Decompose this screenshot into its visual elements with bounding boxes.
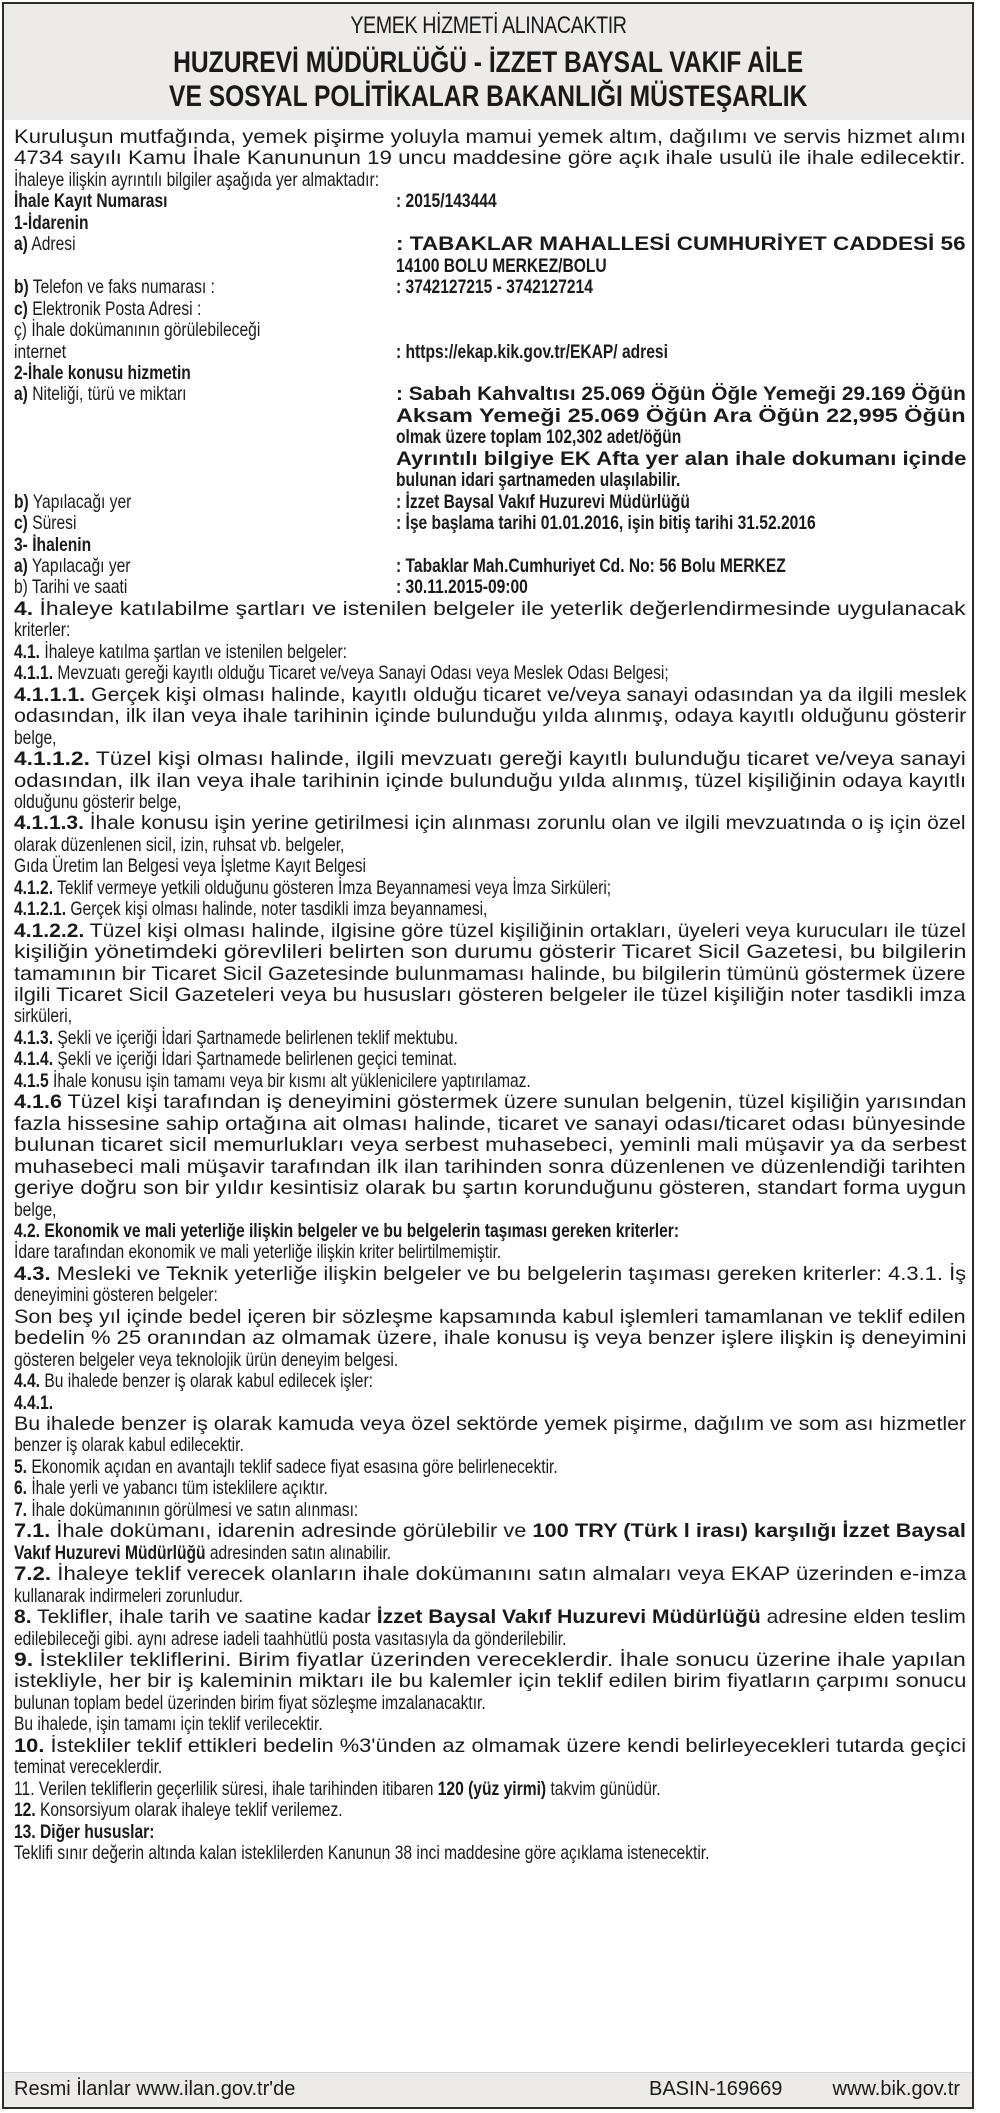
service-quantity-row (14, 383, 966, 405)
clause-emphasis: İzzet Baysal Vakıf Huzurevi Müdürlüğü (376, 1606, 761, 1629)
clause-number: 4.1.3. (14, 1026, 54, 1049)
address-value: : TABAKLAR MAHALLESİ CUMHURİYET CADDESİ 56 (396, 233, 966, 256)
clause-text (14, 727, 57, 749)
clause-text (14, 1735, 966, 1757)
clause-body: muhasebeci mali müşavir tarafından ilk ilan tarihinden sonra düzenlenen ve düzenlendiği tarihten (14, 1155, 966, 1178)
clause-line (14, 727, 966, 749)
clause-body: olduğunu gösterir belge, (14, 790, 182, 813)
service-location-row-label (14, 491, 131, 513)
clause-line (14, 877, 966, 899)
clause-line (14, 641, 966, 663)
clause-text (14, 619, 70, 641)
clause-line (14, 1005, 966, 1027)
tender-datetime-row-value: : 30.11.2015-09:00 (396, 576, 528, 599)
intro-line (14, 126, 966, 148)
clause-line (14, 1349, 966, 1371)
clause-line (14, 1070, 966, 1092)
clause-text (14, 1670, 966, 1692)
clause-body: bedelin % 25 oranından az olmamak üzere, ihale konusu iş veya benzer işlere ilişkin iş deneyimini (14, 1327, 967, 1350)
clause-line (14, 855, 966, 877)
service-quantity-value (14, 426, 966, 448)
clause-text (14, 705, 966, 727)
clause-line (14, 1370, 966, 1392)
phone-fax-row-label-part: Telefon ve faks numarası : (28, 276, 215, 299)
section-3-heading-label (14, 534, 91, 556)
service-duration-row-label-part: Süresi (27, 512, 77, 535)
clause-number: 4.4.1. (14, 1391, 54, 1414)
clause-line (14, 1327, 966, 1349)
clause-number: 4. (14, 597, 34, 620)
clause-line (14, 1263, 966, 1285)
phone-fax-row (14, 276, 966, 298)
clause-body: İhale yerli ve yabancı tüm isteklilere açıktır. (27, 1477, 328, 1500)
clause-line (14, 1713, 966, 1735)
address-value-line2 (14, 255, 966, 277)
clause-body: Gerçek kişi olması halinde, noter tasdikli imza beyannamesi, (66, 898, 488, 921)
clause-body: kriterler: (14, 619, 71, 642)
service-quantity-value: Aksam Yemeği 25.069 Öğün Ara Öğün 22,995 Öğün (396, 404, 966, 427)
clause-line (14, 598, 966, 620)
clause-text (14, 1263, 966, 1285)
clause-line (14, 1756, 966, 1778)
address-value-line2: 14100 BOLU MERKEZ/BOLU (396, 254, 607, 277)
clause-line (14, 920, 966, 942)
clause-line (14, 984, 966, 1006)
clause-number: 4.1.1.3. (14, 812, 84, 835)
clause-number: 12. (14, 1799, 36, 1822)
tender-registration-number-label (14, 190, 167, 212)
clause-number: 4.1.1.1. (14, 683, 86, 706)
tender-location-row-label-part: Yapılacağı yer (27, 555, 131, 577)
clause-body: edilebileceği gibi. aynı adrese iadeli taahhütlü posta vasıtasıyla da gönderilebilir. (14, 1627, 567, 1650)
clause-number: 4.1.2. (14, 876, 54, 899)
clause-body: teminat vereceklerdir. (14, 1756, 163, 1779)
clause-text (14, 1520, 966, 1542)
service-duration-row-value: : İşe başlama tarihi 01.01.2016, işin bitiş tarihi 31.52.2016 (396, 512, 816, 535)
clause-line (14, 770, 966, 792)
clause-text (14, 662, 669, 684)
clause-text (14, 1628, 566, 1650)
clause-body: Bu ihalede benzer iş olarak kabul edilecek işler: (40, 1370, 374, 1393)
address-row-label (14, 233, 76, 255)
clause-text (14, 1842, 709, 1864)
clause-text (14, 984, 965, 1006)
clause-line (14, 705, 966, 727)
clause-body: Ekonomik açıdan en avantajlı teklif sadece fiyat esasına göre belirlenecektir. (27, 1455, 558, 1478)
clause-text (14, 1756, 162, 1778)
clause-line (14, 1585, 966, 1607)
section-1-heading (14, 212, 966, 234)
clause-line (14, 1821, 966, 1843)
clause-text (14, 1692, 486, 1714)
clause-text (14, 1177, 966, 1199)
section-2-heading-label (14, 362, 191, 384)
clause-line (14, 1842, 966, 1864)
service-location-row-label-part: b) (14, 490, 29, 513)
clause-text (14, 1005, 72, 1027)
clause-body: Teklifi sınır değerin altında kalan isteklilerden Kanunun 38 inci maddesine göre açıklama istenecektir. (14, 1842, 710, 1864)
service-quantity-row-label-part: a) (14, 383, 28, 406)
clause-number: 7. (14, 1498, 28, 1521)
clause-text (14, 1499, 358, 1521)
document-url-row-label (14, 341, 66, 363)
clause-text (14, 1327, 967, 1349)
intro-line (14, 147, 966, 169)
announcement-footer (4, 2072, 972, 2107)
tender-location-row (14, 555, 966, 577)
address-row-label-part: a) (14, 233, 28, 256)
section-3-heading (14, 534, 966, 556)
clause-number: 7.1. (14, 1520, 51, 1543)
clause-text (14, 834, 344, 856)
clause-line (14, 834, 966, 856)
announcement-title-line2: VE SOSYAL POLİTİKALAR BAKANLIĞI MÜSTEŞARLIK (168, 80, 808, 113)
clause-text (14, 1199, 57, 1221)
clause-body: benzer iş olarak kabul edilecektir. (14, 1434, 244, 1457)
footer-source-link[interactable]: Resmi İlanlar www.ilan.gov.tr'de (14, 2078, 296, 2100)
clause-body: 11. Verilen tekliflerin geçerlilik süresi, ihale tarihinden itibaren (14, 1777, 438, 1800)
clause-number: Vakıf Huzurevi Müdürlüğü (14, 1541, 206, 1564)
clause-number: 10. (14, 1734, 45, 1757)
service-quantity-value: Ayrıntılı bilgiye EK Afta yer alan ihale dokumanı içinde (396, 447, 967, 470)
clause-text (14, 1156, 966, 1178)
footer-press-code: BASIN-169669 (649, 2078, 783, 2100)
clause-line (14, 1499, 966, 1521)
clause-text (14, 941, 966, 963)
clause-text (14, 1134, 966, 1156)
clause-line (14, 1306, 966, 1328)
clause-text (14, 1392, 53, 1414)
phone-fax-row-label (14, 276, 215, 298)
clause-text (14, 1070, 531, 1092)
announcement-header (4, 4, 972, 120)
clause-number: 4.1.4. (14, 1048, 54, 1071)
phone-fax-row-value: : 3742127215 - 3742127214 (396, 276, 593, 299)
service-location-row (14, 491, 966, 513)
clause-line (14, 812, 966, 834)
clause-line (14, 1134, 966, 1156)
clause-line (14, 1606, 966, 1628)
clause-text (14, 1778, 661, 1800)
service-quantity-row-label-part: Niteliği, türü ve miktarı (27, 383, 187, 406)
clause-body: İhaleye katılma şartlan ve istenilen belgeler: (40, 640, 348, 663)
clause-body: İhale dokümanı, idarenin adresinde görülebilir ve (50, 1520, 533, 1543)
clause-body: Tüzel kişi tarafından iş deneyimini göstermek üzere sunulan belgenin, tüzel kişiliğin yarısından (61, 1091, 967, 1114)
clause-text (14, 1306, 966, 1328)
clause-number: 4.1.6 (14, 1091, 62, 1114)
clause-body: Teklif vermeye yetkili olduğunu gösteren İmza Beyannamesi veya İmza Sirküleri; (53, 876, 612, 899)
clause-text (14, 791, 181, 813)
clause-number: 4.3. (14, 1262, 51, 1285)
clause-text (14, 684, 967, 706)
clause-text (14, 1349, 398, 1371)
document-url-row-value: : https://ekap.kik.gov.tr/EKAP/ adresi (396, 340, 668, 363)
clause-line (14, 1649, 966, 1671)
clause-body: Gıda Üretim lan Belgesi veya İşletme Kayıt Belgesi (14, 855, 367, 878)
clause-text (14, 1542, 391, 1564)
section-1-heading-label (14, 212, 89, 234)
clause-line (14, 1241, 966, 1263)
clause-number: 4.1. (14, 640, 41, 663)
clause-line (14, 1392, 966, 1414)
clause-text (14, 770, 966, 792)
intro-text: 4734 sayılı Kamu İhale Kanununun 19 uncu maddesine göre açık ihale usulü ile ihale edilecektir. (14, 147, 966, 170)
clause-number: 4.1.2.1. (14, 898, 67, 921)
clause-body: tamamının bir Ticaret Sicil Gazetesinde bulunmaması halinde, bu bilgilerin tümünü göstermek üzere (14, 962, 966, 985)
clause-body: Konsorsiyum olarak ihaleye teklif verilemez. (35, 1799, 343, 1822)
section-2-heading-label-part: 2-İhale konusu hizmetin (14, 361, 191, 384)
clause-line (14, 1735, 966, 1757)
address-row (14, 233, 966, 255)
clause-line (14, 1027, 966, 1049)
clause-body: kişiliğin yönetimdeki görevlileri belirten son durumu gösterir Ticaret Sicil Gazetesi, bu bilgilerin (14, 941, 967, 964)
clause-body: Mesleki ve Teknik yeterliğe ilişkin belgeler ve bu belgelerin taşıması gereken kriterler: 4.3.1. İş (50, 1262, 967, 1285)
clause-body: Şekli ve içeriği İdari Şartnamede belirlenen geçici teminat. (53, 1048, 458, 1071)
clause-body: bulunan ticaret sicil memurlukları veya serbest muhasebeci, yeminli mali müşavir ya da serbest (14, 1134, 967, 1157)
clause-number: 4.4. (14, 1370, 41, 1393)
clause-body: Bu ihalede, işin tamamı için teklif verilecektir. (14, 1713, 323, 1736)
clause-line (14, 1156, 966, 1178)
document-url-row (14, 341, 966, 363)
clause-text (14, 1027, 458, 1049)
clause-line (14, 1520, 966, 1542)
clause-text (14, 1434, 244, 1456)
clause-text (14, 1220, 679, 1242)
section-1-heading-label-part: 1-İdarenin (14, 211, 89, 234)
clause-body-tail: adresine elden teslim (760, 1606, 966, 1629)
service-quantity-value: : Sabah Kahvaltısı 25.069 Öğün Öğle Yemeği 29.169 Öğün (396, 383, 966, 406)
email-row (14, 298, 966, 320)
clause-text (14, 1241, 501, 1263)
tender-announcement (2, 2, 974, 2109)
clause-number: 4.1.1. (14, 662, 54, 685)
service-location-row-value: : İzzet Baysal Vakıf Huzurevi Müdürlüğü (396, 490, 690, 513)
clause-text (14, 1113, 966, 1135)
clause-body: İhaleye teklif verecek olanların ihale dokümanını satın almaları veya EKAP üzerinden e-imza (51, 1563, 967, 1586)
clause-body: İhaleye katılabilme şartları ve istenilen belgeler ile yeterlik değerlendirmesinde uygulanacak (33, 597, 966, 620)
clause-body: deneyimini gösteren belgeler: (14, 1284, 218, 1307)
clause-body: adresinden satın alınabilir. (205, 1541, 392, 1564)
clause-body: İstekliler teklif ettikleri bedelin %3'ünden az olmamak üzere kendi belirleyecekleri tutarda geçici (44, 1734, 967, 1757)
clause-line (14, 1048, 966, 1070)
clause-body: fazla hissesine sahip ortağına ait olması halinde, ticaret ve sanayi odası/ticaret odası bünyesinde (14, 1112, 966, 1135)
clause-body: bulunan toplam bedel üzerinden birim fiyat sözleşme imzalanacaktır. (14, 1691, 486, 1714)
document-url-label (14, 319, 966, 341)
service-location-row-label-part: Yapılacağı yer (28, 490, 132, 513)
intro-text: Kuruluşun mutfağında, yemek pişirme yoluyla mamui yemek altım, dağılımı ve servis hizmet alımı (14, 126, 966, 148)
intro-line (14, 169, 966, 191)
clause-body: Tüzel kişi olması halinde, ilgili mevzuatı gereği kayıtlı bulunduğu ticaret ve/veya sanayi (89, 748, 966, 771)
clause-line (14, 1563, 966, 1585)
clause-body: Bu ihalede benzer iş olarak kamuda veya özel sektörde yemek pişirme, dağılım ve som ası hizmetler (14, 1413, 967, 1435)
section-2-heading (14, 362, 966, 384)
clause-body: belge, (14, 1198, 57, 1221)
clause-line (14, 684, 966, 706)
clause-number: 4.1.2.2. (14, 919, 85, 942)
clause-body: İstekliler tekliflerini. Birim fiyatlar üzerinden vereceklerdir. İhale sonucu üzerine ihale yapılan (33, 1648, 966, 1671)
tender-location-row-label-part: a) (14, 555, 28, 577)
clause-body: Son beş yıl içinde bedel içeren bir sözleşme kapsamında kabul işlemleri tamamlanan ve teklif edilen (14, 1305, 966, 1328)
clause-emphasis: 100 TRY (Türk l irası) karşılığı İzzet Baysal (532, 1520, 966, 1543)
phone-fax-row-label-part: b) (14, 276, 29, 299)
clause-body: Teklifler, ihale tarih ve saatine kadar (31, 1606, 377, 1629)
clause-text (14, 641, 347, 663)
service-duration-row (14, 512, 966, 534)
service-quantity-value (14, 448, 966, 470)
clause-text (14, 1413, 966, 1435)
announcement-title-line1: HUZUREVİ MÜDÜRLÜĞÜ - İZZET BAYSAL VAKIF AİLE (172, 46, 804, 79)
clause-number: 8. (14, 1606, 32, 1629)
clause-text (14, 920, 966, 942)
clause-body: İhale konusu işin yerine getirilmesi için alınması zorunlu olan ve ilgili mevzuatında o iş için özel (83, 812, 966, 835)
clause-line (14, 1199, 966, 1221)
footer-website-link[interactable]: www.bik.gov.tr (832, 2078, 960, 2100)
clause-line (14, 1628, 966, 1650)
clause-text (14, 1563, 966, 1585)
intro-text: İhaleye ilişkin ayrıntılı bilgiler aşağıda yer almaktadır: (14, 168, 380, 191)
document-url-row-label-part: internet (14, 340, 67, 363)
service-quantity-value (14, 405, 966, 427)
email-row-label-part: Elektronik Posta Adresi : (27, 297, 202, 320)
clause-body: İhale dokümanının görülmesi ve satın alınması: (27, 1498, 359, 1521)
clause-text (14, 963, 966, 985)
clause-text (14, 898, 487, 920)
clause-text (14, 1585, 243, 1607)
clause-number: 4.1.1.2. (14, 748, 90, 771)
document-url-label-label (14, 319, 260, 341)
clause-line (14, 791, 966, 813)
clause-body: odasından, ilk ilan veya ihale tarihinin içinde bulunduğu yılda alınmış, odaya kayıtlı olduğunu gösterir (14, 705, 967, 728)
clause-text (14, 1456, 558, 1478)
service-duration-row-label (14, 512, 76, 534)
clause-line (14, 1177, 966, 1199)
clause-number: 4.1.5 (14, 1069, 49, 1092)
clause-number: 5. (14, 1455, 28, 1478)
clause-line (14, 1670, 966, 1692)
clause-body: Tüzel kişi olması halinde, ilgisine göre tüzel kişiliğinin ortakları, üyeleri veya kurucuları ile tüzel (84, 919, 966, 942)
clause-line (14, 1456, 966, 1478)
clause-text (14, 598, 966, 620)
clause-body: odasından, ilk ilan veya ihale tarihinin içinde bulunduğu yılda alınmış, tüzel kişiliğinin odaya kayıtlı (14, 769, 967, 792)
clause-line (14, 1091, 966, 1113)
clause-text (14, 1606, 966, 1628)
tender-location-row-label (14, 555, 131, 577)
clause-body: belge, (14, 726, 57, 749)
clause-text (14, 1370, 373, 1392)
tender-datetime-row-label-part: b) Tarihi ve saati (14, 576, 128, 599)
clause-body: sirküleri, (14, 1005, 73, 1028)
clause-line (14, 1692, 966, 1714)
clause-text (14, 1048, 457, 1070)
clause-body: ilgili Ticaret Sicil Gazeteleri veya bu hususları gösteren belgeler ile tüzel kişiliğin noter tasdikli imza (14, 984, 966, 1006)
email-row-label (14, 298, 201, 320)
clause-line (14, 1220, 966, 1242)
clause-line (14, 898, 966, 920)
clause-body: kullanarak indirmeleri zorunludur. (14, 1584, 243, 1607)
clause-number: 9. (14, 1648, 34, 1671)
clause-line (14, 1542, 966, 1564)
section-3-heading-label-part: 3- İhalenin (14, 533, 92, 556)
clause-body: Gerçek kişi olması halinde, kayıtlı olduğu ticaret ve/veya sanayi odasından ya da ilgili meslek (85, 683, 967, 706)
service-quantity-value: olmak üzere toplam 102,302 adet/öğün (396, 426, 682, 449)
clause-line (14, 1778, 966, 1800)
clause-text (14, 748, 966, 770)
clause-number: 7.2. (14, 1563, 52, 1586)
clause-body: istekliyle, her bir iş kaleminin miktarı ile bu kalemler için teklif edilen birim fiyatların çarpımı sonucu (14, 1670, 967, 1693)
clause-body-tail: takvim günüdür. (546, 1777, 661, 1800)
clause-number: 4.2. Ekonomik ve mali yeterliğe ilişkin belgeler ve bu belgelerin taşıması gereken kriterler: (14, 1219, 680, 1242)
clause-text (14, 1799, 343, 1821)
clause-text (14, 1284, 218, 1306)
tender-registration-number-label-part: İhale Kayıt Numarası (14, 190, 168, 213)
clause-line (14, 1799, 966, 1821)
clause-line (14, 619, 966, 641)
clause-text (14, 1477, 328, 1499)
clause-emphasis: 120 (yüz yirmi) (437, 1777, 547, 1800)
clause-line (14, 1477, 966, 1499)
announcement-subtitle: YEMEK HİZMETİ ALINACAKTIR (349, 12, 627, 39)
clause-line (14, 662, 966, 684)
tender-datetime-row-label (14, 576, 127, 598)
clause-body: İhale konusu işin tamamı veya bir kısmı alt yüklenicilere yaptırılamaz. (48, 1069, 531, 1092)
clause-text (14, 855, 366, 877)
document-url-label-label-part: ç) İhale dokümanının görülebileceği (14, 319, 261, 342)
clause-number: 6. (14, 1477, 28, 1500)
clause-body: İdare tarafından ekonomik ve mali yeterliğe ilişkin kriter belirtilmemiştir. (14, 1241, 502, 1264)
tender-datetime-row (14, 576, 966, 598)
clause-line (14, 748, 966, 770)
clause-text (14, 1091, 966, 1113)
clause-line (14, 941, 966, 963)
clause-text (14, 877, 611, 899)
clause-text (14, 1821, 154, 1843)
clause-body: olarak düzenlenen sicil, izin, ruhsat vb. belgeler, (14, 833, 345, 856)
clause-line (14, 1434, 966, 1456)
address-row-label-part: Adresi (27, 233, 76, 256)
service-quantity-value: bulunan idari şartnameden ulaşılabilir. (396, 469, 681, 492)
clause-text (14, 1713, 323, 1735)
clause-text (14, 812, 966, 834)
email-row-label-part: c) (14, 297, 28, 320)
service-quantity-value (14, 469, 966, 491)
clause-line (14, 963, 966, 985)
service-quantity-row-label (14, 383, 187, 405)
clause-line (14, 1284, 966, 1306)
tender-registration-number-value: : 2015/143444 (396, 190, 497, 213)
clause-line (14, 1113, 966, 1135)
clause-body: Şekli ve içeriği İdari Şartnamede belirlenen teklif mektubu. (53, 1026, 458, 1049)
clause-body: Mevzuatı gereği kayıtlı olduğu Ticaret ve/veya Sanayi Odası veya Meslek Odası Belgesi; (53, 662, 669, 685)
clause-body: gösteren belgeler veya teknolojik ürün deneyim belgesi. (14, 1348, 399, 1371)
clause-line (14, 1413, 966, 1435)
clause-text (14, 1649, 966, 1671)
tender-location-row-value: : Tabaklar Mah.Cumhuriyet Cd. No: 56 Bolu MERKEZ (396, 555, 786, 577)
clause-number: 13. Diğer hususlar: (14, 1820, 155, 1843)
service-duration-row-label-part: c) (14, 512, 28, 535)
clause-body: geriye doğru son bir yıldır kesintisiz olarak bu şartın korunduğunu gösteren, standart forma uygun (14, 1177, 967, 1200)
tender-registration-number (14, 190, 966, 212)
